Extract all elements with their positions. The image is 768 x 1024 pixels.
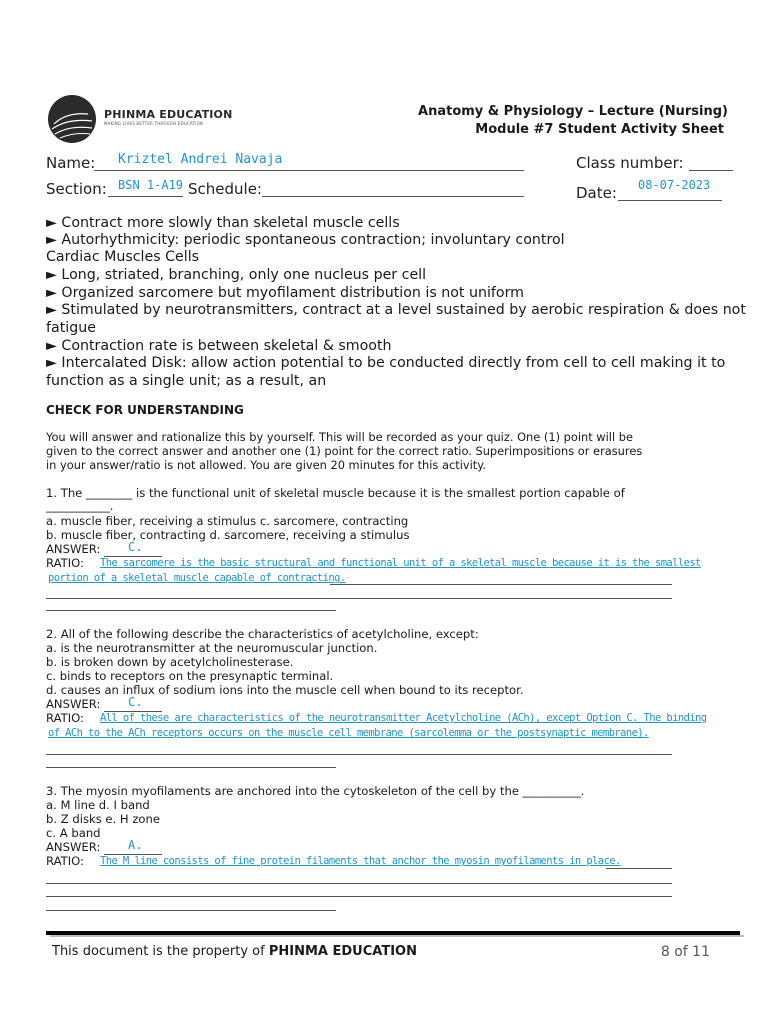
q2-blank-line-2: [46, 767, 336, 768]
q1-answer-value[interactable]: C.: [128, 540, 143, 554]
footer-divider: [46, 931, 740, 935]
q3-blank-line-1: [46, 883, 672, 884]
q2-ratio-line-1[interactable]: All of these are characteristics of the neurotransmitter Acetylcholine (ACh), except Option C. The binding: [100, 712, 707, 724]
q1-answer-label: ANSWER:: [46, 542, 101, 556]
q3-blank-line-3: [46, 910, 336, 911]
q3-ratio-line-1[interactable]: The M line consists of fine protein filaments that anchor the myosin myofilaments in place.: [100, 855, 621, 867]
section-line: [108, 196, 183, 197]
q3-option-line-3: c. A band: [46, 826, 101, 840]
footer-org: PHINMA EDUCATION: [268, 944, 417, 959]
name-line: [94, 170, 524, 171]
date-label: Date:: [576, 184, 617, 202]
footer-text: [52, 944, 417, 959]
q1-option-line-1: a. muscle fiber, receiving a stimulus c. sarcomere, contracting: [46, 514, 409, 528]
body-line-6: ► Stimulated by neurotransmitters, contract at a level sustained by aerobic respiration & does not: [46, 302, 746, 318]
class-number-label: Class number:: [576, 154, 684, 172]
q1-ratio-line-2[interactable]: portion of a skeletal muscle capable of contracting.: [48, 572, 346, 584]
q2-ratio-label: RATIO:: [46, 711, 84, 725]
class-number-line[interactable]: [689, 170, 733, 171]
q1-blank-line-2: [46, 598, 672, 599]
schedule-label: Schedule:: [188, 180, 262, 198]
q2-answer-value[interactable]: C.: [128, 695, 143, 709]
instruction-line-2: given to the correct answer and another one (1) point for the correct ratio. Superimpositions or erasures: [46, 444, 643, 458]
body-line-7: fatigue: [46, 320, 96, 336]
q1-ratio-line-1[interactable]: The sarcomere is the basic structural and functional unit of a skeletal muscle because it is the smallest: [100, 557, 701, 569]
course-title: Anatomy & Physiology – Lecture (Nursing): [418, 104, 728, 119]
q2-option-a: a. is the neurotransmitter at the neuromuscular junction.: [46, 641, 378, 655]
q2-ratio-line-2[interactable]: of ACh to the ACh receptors occurs on the muscle cell membrane (sarcolemma or the postsynaptic membrane).: [48, 727, 649, 739]
footer-divider-shadow: [50, 935, 744, 937]
footer-prefix: This document is the property of: [52, 944, 269, 959]
q3-line-1: 3. The myosin myofilaments are anchored into the cytoskeleton of the cell by the __________.: [46, 784, 585, 798]
body-line-5: ► Organized sarcomere but myofilament distribution is not uniform: [46, 285, 524, 301]
body-line-10: function as a single unit; as a result, an: [46, 373, 327, 389]
date-value[interactable]: 08-07-2023: [638, 178, 711, 192]
q2-answer-label: ANSWER:: [46, 697, 101, 711]
q1-ratio-label: RATIO:: [46, 556, 84, 570]
body-line-3: Cardiac Muscles Cells: [46, 249, 200, 265]
section-label: Section:: [46, 180, 107, 198]
logo-tagline: MAKING LIVES BETTER THROUGH EDUCATION: [104, 121, 204, 126]
body-line-4: ► Long, striated, branching, only one nucleus per cell: [46, 267, 427, 283]
q2-option-d: d. causes an influx of sodium ions into the muscle cell when bound to its receptor.: [46, 683, 524, 697]
q2-blank-line-1: [46, 754, 672, 755]
schedule-line[interactable]: [262, 196, 524, 197]
date-line: [618, 200, 722, 201]
logo-name: PHINMA EDUCATION: [104, 108, 233, 121]
q3-blank-line-0: [606, 868, 672, 869]
name-label: Name:: [46, 154, 96, 172]
q3-option-line-1: a. M line d. I band: [46, 798, 150, 812]
q1-line-2: ___________.: [46, 499, 114, 513]
q3-ratio-label: RATIO:: [46, 854, 84, 868]
instruction-line-1: You will answer and rationalize this by yourself. This will be recorded as your quiz. One (1) point will be: [46, 430, 633, 444]
q2-line-1: 2. All of the following describe the characteristics of acetylcholine, except:: [46, 627, 479, 641]
check-title: CHECK FOR UNDERSTANDING: [46, 403, 244, 417]
q2-option-b: b. is broken down by acetylcholinesterase.: [46, 655, 294, 669]
q1-line-1: 1. The ________ is the functional unit of skeletal muscle because it is the smallest portion capable of: [46, 486, 625, 500]
q1-blank-line-1: [330, 584, 672, 585]
instruction-line-3: in your answer/ratio is not allowed. You are given 20 minutes for this activity.: [46, 458, 486, 472]
body-line-1: ► Contract more slowly than skeletal muscle cells: [46, 215, 400, 231]
q3-blank-line-2: [46, 896, 672, 897]
body-line-8: ► Contraction rate is between skeletal & smooth: [46, 338, 392, 354]
body-line-9: ► Intercalated Disk: allow action potential to be conducted directly from cell to cell making it to: [46, 355, 726, 371]
q1-blank-line-3: [46, 610, 336, 611]
module-title: Module #7 Student Activity Sheet: [475, 122, 724, 137]
q3-option-line-2: b. Z disks e. H zone: [46, 812, 160, 826]
page-number: 8 of 11: [660, 944, 710, 960]
q3-answer-label: ANSWER:: [46, 840, 101, 854]
name-value[interactable]: Kriztel Andrei Navaja: [118, 152, 283, 167]
body-line-2: ► Autorhythmicity: periodic spontaneous contraction; involuntary control: [46, 232, 565, 248]
q2-option-c: c. binds to receptors on the presynaptic terminal.: [46, 669, 334, 683]
section-value[interactable]: BSN 1-A19: [118, 178, 184, 192]
q1-option-line-2: b. muscle fiber, contracting d. sarcomere, receiving a stimulus: [46, 528, 410, 542]
q3-answer-value[interactable]: A.: [128, 838, 143, 852]
phinma-logo-icon: [46, 94, 102, 144]
